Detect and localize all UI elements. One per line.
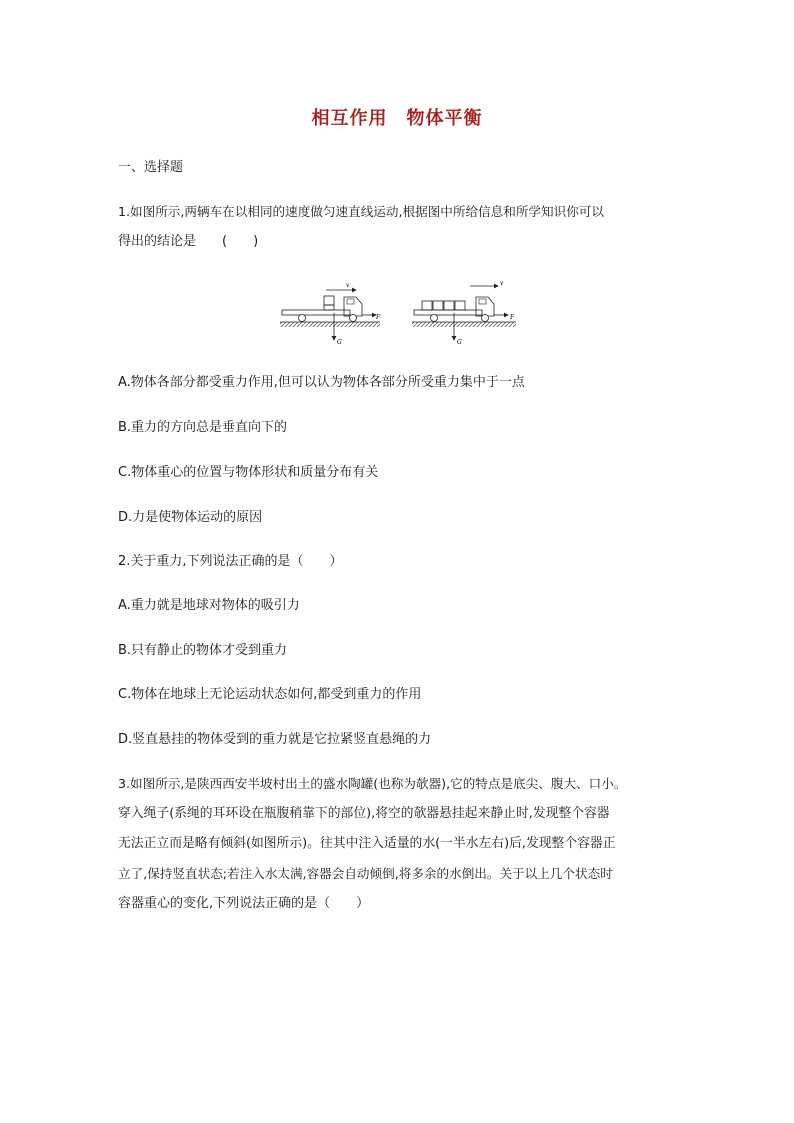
q2-option-b: B.只有静止的物体才受到重力 bbox=[118, 643, 288, 658]
cab-window bbox=[479, 299, 486, 304]
q3-stem-line-1: 3.如图所示,是陕西西安半坡村出土的盛水陶罐(也称为欹器),它的特点是底尖、腹大、口小。 bbox=[118, 776, 627, 791]
q3-stem-line-3: 无法正立而是略有倾斜(如图所示)。往其中注入适量的水(一半水左右)后,发现整个容器正 bbox=[118, 836, 616, 851]
cargo-box bbox=[324, 305, 334, 310]
q3-stem-line-5: 容器重心的变化,下列说法正确的是（ ） bbox=[118, 896, 370, 911]
q2-stem: 2.关于重力,下列说法正确的是（ ） bbox=[118, 554, 343, 569]
q1-option-c: C.物体重心的位置与物体形状和质量分布有关 bbox=[118, 465, 379, 480]
gravity-label: G bbox=[457, 339, 462, 346]
q1-stem-line-2: 得出的结论是 ( ) bbox=[118, 234, 259, 249]
cab-window bbox=[347, 299, 354, 304]
cargo-box bbox=[324, 296, 334, 305]
cargo-box bbox=[444, 301, 454, 310]
q3-stem-line-2: 穿入绳子(系绳的耳环设在瓶腹稍靠下的部位),将空的欹器悬挂起来静止时,发现整个容器 bbox=[118, 806, 610, 821]
velocity-label: v bbox=[500, 280, 504, 287]
cargo-box bbox=[455, 301, 465, 310]
q1-option-b: B.重力的方向总是垂直向下的 bbox=[118, 420, 288, 435]
wheel bbox=[482, 315, 489, 322]
truck-left bbox=[280, 282, 381, 346]
q2-option-a: A.重力就是地球对物体的吸引力 bbox=[118, 598, 300, 613]
force-label: F bbox=[376, 314, 381, 321]
q2-option-d: D.竖直悬挂的物体受到的重力就是它拉紧竖直悬绳的力 bbox=[118, 732, 432, 747]
cargo-box bbox=[433, 301, 443, 310]
q1-stem-line-1: 1.如图所示,两辆车在以相同的速度做匀速直线运动,根据图中所给信息和所学知识你可以 bbox=[118, 204, 604, 219]
force-label: F bbox=[510, 314, 515, 321]
page-title: 相互作用 物体平衡 bbox=[311, 108, 483, 129]
truck-right bbox=[412, 280, 516, 346]
q2-option-c: C.物体在地球上无论运动状态如何,都受到重力的作用 bbox=[118, 687, 422, 702]
section-heading: 一、选择题 bbox=[118, 160, 184, 175]
q3-stem-line-4: 立了,保持竖直状态;若注入水太满,容器会自动倾倒,将多余的水倒出。关于以上几个状态时 bbox=[118, 866, 613, 881]
wheel bbox=[350, 315, 357, 322]
velocity-label: v bbox=[346, 282, 350, 289]
ground-hatch-left bbox=[280, 322, 380, 327]
two-trucks-figure bbox=[276, 276, 522, 348]
q1-option-d: D.力是使物体运动的原因 bbox=[118, 510, 263, 525]
wheel bbox=[431, 315, 438, 322]
truck-bed-left bbox=[282, 310, 350, 315]
ground-hatch-right bbox=[412, 322, 516, 327]
cargo-box bbox=[422, 301, 432, 310]
wheel bbox=[299, 315, 306, 322]
truck-bed-right bbox=[414, 310, 482, 315]
gravity-label: G bbox=[337, 339, 342, 346]
q1-option-a: A.物体各部分都受重力作用,但可以认为物体各部分所受重力集中于一点 bbox=[118, 375, 525, 390]
